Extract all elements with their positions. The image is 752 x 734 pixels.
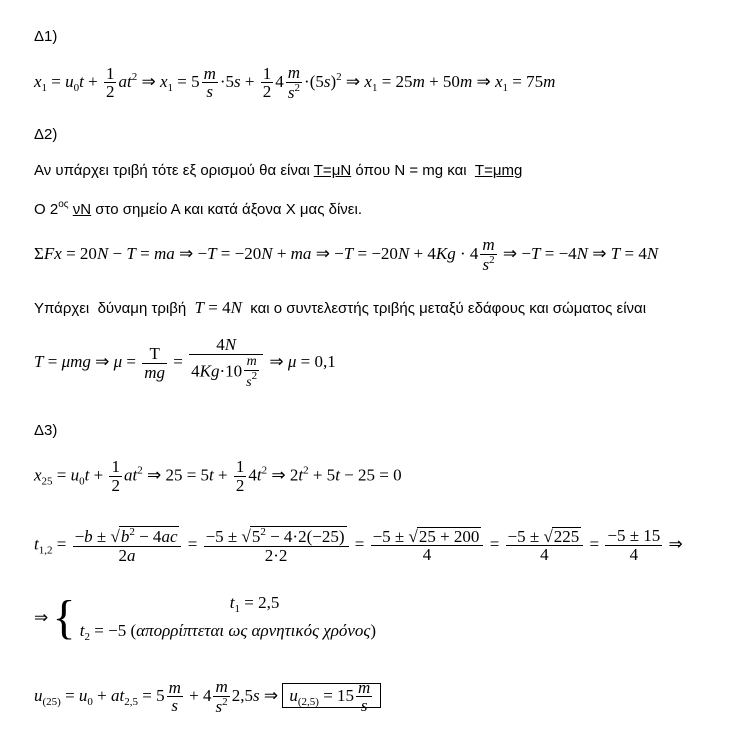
- equation-d3-solutions: ⇒ { $t_1 = 2,5$ $t_2 = -5$ (απορρίπτεται ως αρνητικός χρόνος): [34, 590, 376, 644]
- equation-d2-forces: ΣFx = 20N − T = ma ⇒ −T = −20N + ma ⇒ −T = −20N + 4Kg · 4 $\frac{m}{s^2}$ ⇒ −T = −4N ⇒ T = 4N: [34, 235, 659, 274]
- text-friction-definition: Αν υπάρχει τριβή τότε εξ ορισμού θα είναι Τ=μΝ όπου Ν = mg και Τ=μmg: [34, 162, 523, 179]
- text-newton-law: Ο $2^{o\varsigma}$ νΝ στο σημείο Α και κατά άξονα Χ μας δίνει.: [34, 199, 362, 218]
- equation-d3-roots: $t_{1,2}$ = $\frac{-b \pm √b^2 - 4ac}{2a}$ = $\frac{-5 \pm √5^2 - 4\cdot 2(-25)}{2\cdot 2}$ = $\frac{-5 \pm √25 + 200}{4}$ = $\frac{-5 \pm √225}{4}$ = $\frac{-5 \pm 15}{4}$ ⇒: [34, 526, 683, 565]
- equation-d3-quadratic: $x_{25} = u_0t$ + $\frac{1}{2}$ $at^2$ ⇒ 25 = 5t + $\frac{1}{2}$ $4t^2$ ⇒ $2t^2 + 5t - 25 = 0$: [34, 457, 402, 495]
- section-label-d3: Δ3): [34, 422, 58, 439]
- equation-d3-velocity: $u_{(25)} = u_0 + at_{2,5} = 5$ $\frac{m}{s}$ + 4 $\frac{m}{s^2}$ 2,5s ⇒ $u_{(2,5)} = 15$ $\frac{m}{s}$: [34, 678, 381, 716]
- section-label-d1: Δ1): [34, 28, 58, 45]
- section-label-d2: Δ2): [34, 126, 58, 143]
- text-friction-exists: Υπάρχει δύναμη τριβή T = 4N και ο συντελεστής τριβής μεταξύ εδάφους και σώματος είναι: [34, 298, 647, 317]
- equation-d2-coefficient: T = μmg ⇒ μ = $\frac{T}{mg}$ = 4N 4Kg·10 $\frac{m}{s^2}$ ⇒ μ = 0,1: [34, 335, 336, 390]
- equation-d1-displacement: $x_1 = u_0t$ + $\frac{1}{2}$ $at^2$ ⇒ $x_1 = 5$ $\frac{m}{s}$ ·5s + $\frac{1}{2}$ 4 $\frac{m}{s^2}$ $\cdot(5s)^2$ ⇒ $x_1 = 25m + 50m$ ⇒ $x_1 = 75m$: [34, 63, 556, 102]
- result-box: $u_{(2,5)} = 15$ $\frac{m}{s}$: [282, 683, 381, 708]
